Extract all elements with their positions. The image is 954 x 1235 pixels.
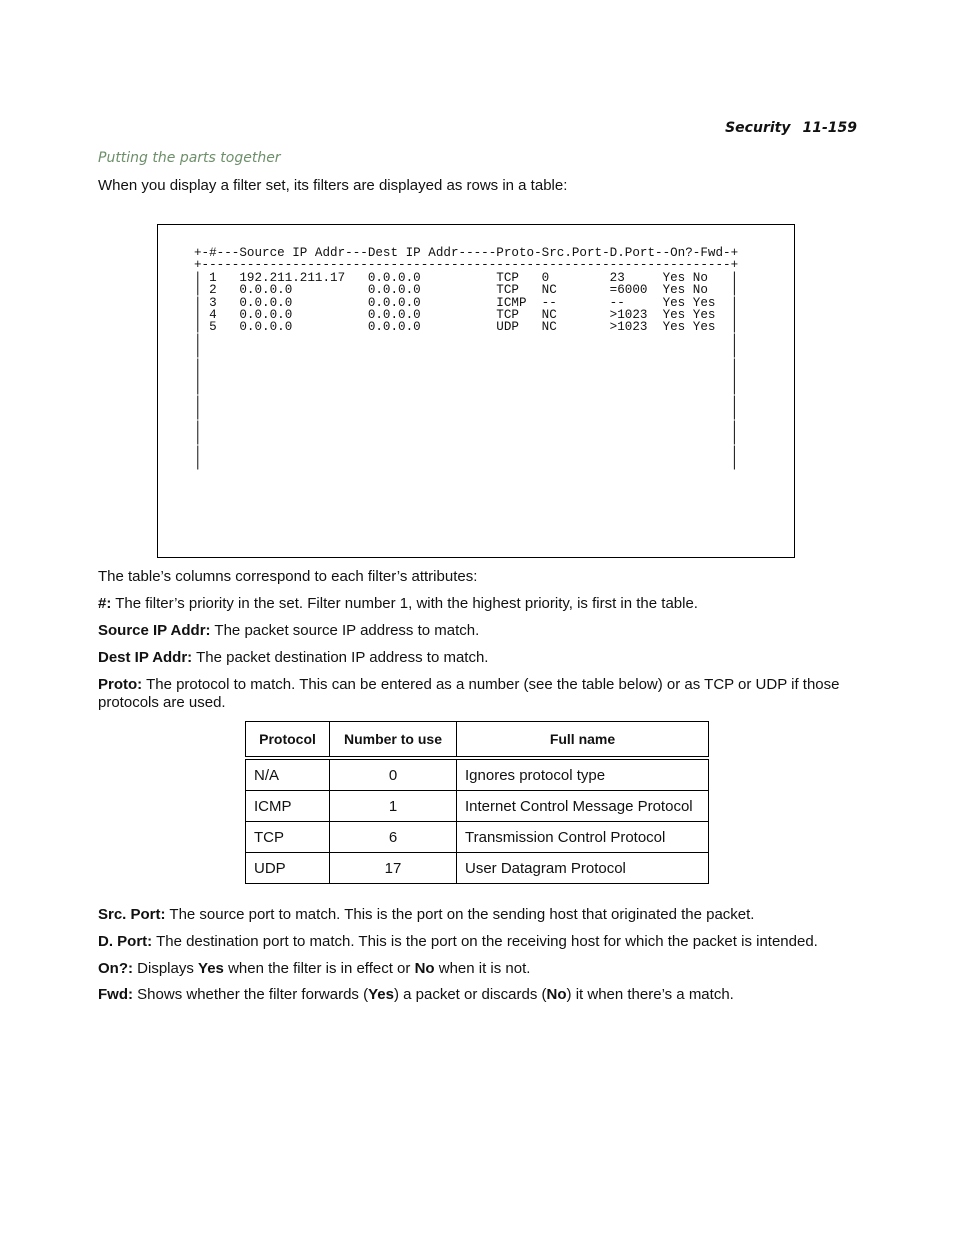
definition-d-port: [98, 933, 858, 951]
column-header: Number to use: [330, 722, 457, 759]
definition-term: D. Port:: [98, 933, 153, 950]
definition-text: The packet source IP address to match.: [210, 622, 480, 639]
definition-text: The destination port to match. This is the port on the receiving host for which the packet is intended.: [152, 933, 818, 950]
definition-text: ) it when there’s a match.: [566, 986, 734, 1003]
definition-text: The protocol to match. This can be entered as a number (see the table below) or as TCP or UDP if those protocols are used.: [98, 676, 840, 711]
definition-text: Shows whether the filter forwards (: [133, 986, 369, 1003]
definition-dest-ip: [98, 649, 858, 667]
definition-text: The source port to match. This is the port on the sending host that originated the packet.: [165, 906, 755, 923]
terminal-line: | 1 192.211.211.17 0.0.0.0 TCP 0 23 Yes No |: [194, 270, 739, 285]
definition-on: [98, 960, 858, 978]
definition-term: Dest IP Addr:: [98, 649, 193, 666]
terminal-line: | |: [194, 444, 739, 459]
terminal-line: | 4 0.0.0.0 0.0.0.0 TCP NC >1023 Yes Yes |: [194, 308, 739, 323]
table-row: [246, 853, 709, 884]
section-title: Putting the parts together: [98, 150, 281, 166]
terminal-line: | |: [194, 382, 739, 397]
terminal-line: | 3 0.0.0.0 0.0.0.0 ICMP -- -- Yes Yes |: [194, 295, 739, 310]
definition-keyword: Yes: [368, 986, 394, 1003]
definition-source-ip: [98, 622, 858, 640]
definition-keyword: No: [546, 986, 567, 1003]
terminal-line: +----------------------------------------------------------------------+: [194, 258, 739, 273]
column-header: Protocol: [246, 722, 330, 759]
column-header: Full name: [457, 722, 709, 759]
definition-text: when it is not.: [434, 960, 531, 977]
definition-term: Proto:: [98, 676, 143, 693]
table-cell: UDP: [246, 853, 330, 884]
header-page-number: 11-159: [802, 120, 857, 136]
definition-term: Source IP Addr:: [98, 622, 211, 639]
terminal-line: | |: [194, 419, 739, 434]
definition-text: The filter’s priority in the set. Filter number 1, with the highest priority, is first in the table.: [111, 595, 698, 612]
table-row: [246, 791, 709, 822]
definition-text: ) a packet or discards (: [393, 986, 547, 1003]
table-row: [246, 758, 709, 791]
table-cell: 1: [330, 791, 457, 822]
definition-keyword: No: [414, 960, 435, 977]
terminal-line: | 5 0.0.0.0 0.0.0.0 UDP NC >1023 Yes Yes |: [194, 320, 739, 335]
terminal-line: | |: [194, 370, 739, 385]
terminal-line: | |: [194, 357, 739, 372]
definition-text: The packet destination IP address to match.: [192, 649, 489, 666]
terminal-output: [194, 247, 738, 470]
definition-proto: [98, 676, 858, 712]
table-header-row: [246, 722, 709, 759]
table-cell: TCP: [246, 822, 330, 853]
table-cell: 0: [330, 758, 457, 791]
table-cell: 17: [330, 853, 457, 884]
definition-fwd: [98, 986, 858, 1004]
table-cell: 6: [330, 822, 457, 853]
terminal-line: | |: [194, 394, 739, 409]
definition-number: [98, 595, 858, 613]
table-cell: Ignores protocol type: [457, 758, 709, 791]
definition-term: On?:: [98, 960, 133, 977]
terminal-line: | |: [194, 345, 739, 360]
filter-table-screen: [157, 224, 795, 558]
terminal-line: | |: [194, 407, 739, 422]
table-row: [246, 822, 709, 853]
header-section: Security: [725, 120, 791, 136]
table-cell: User Datagram Protocol: [457, 853, 709, 884]
table-cell: Internet Control Message Protocol: [457, 791, 709, 822]
protocol-table: [245, 721, 709, 884]
definition-src-port: [98, 906, 858, 924]
terminal-line: | |: [194, 332, 739, 347]
table-cell: Transmission Control Protocol: [457, 822, 709, 853]
definition-keyword: Yes: [198, 960, 224, 977]
intro-paragraph: When you display a filter set, its filters are displayed as rows in a table:: [98, 177, 568, 194]
definition-term: #:: [98, 595, 112, 612]
page-header: [725, 120, 857, 136]
terminal-line: | |: [194, 456, 739, 471]
terminal-line: | |: [194, 432, 739, 447]
table-cell: N/A: [246, 758, 330, 791]
terminal-line: | 2 0.0.0.0 0.0.0.0 TCP NC =6000 Yes No |: [194, 283, 739, 298]
definition-text: when the filter is in effect or: [223, 960, 415, 977]
table-cell: ICMP: [246, 791, 330, 822]
definition-text: Displays: [133, 960, 199, 977]
columns-intro: The table’s columns correspond to each filter’s attributes:: [98, 568, 478, 585]
terminal-line: +-#---Source IP Addr---Dest IP Addr-----Proto-Src.Port-D.Port--On?-Fwd-+: [194, 246, 739, 260]
definition-term: Fwd:: [98, 986, 133, 1003]
definition-term: Src. Port:: [98, 906, 166, 923]
